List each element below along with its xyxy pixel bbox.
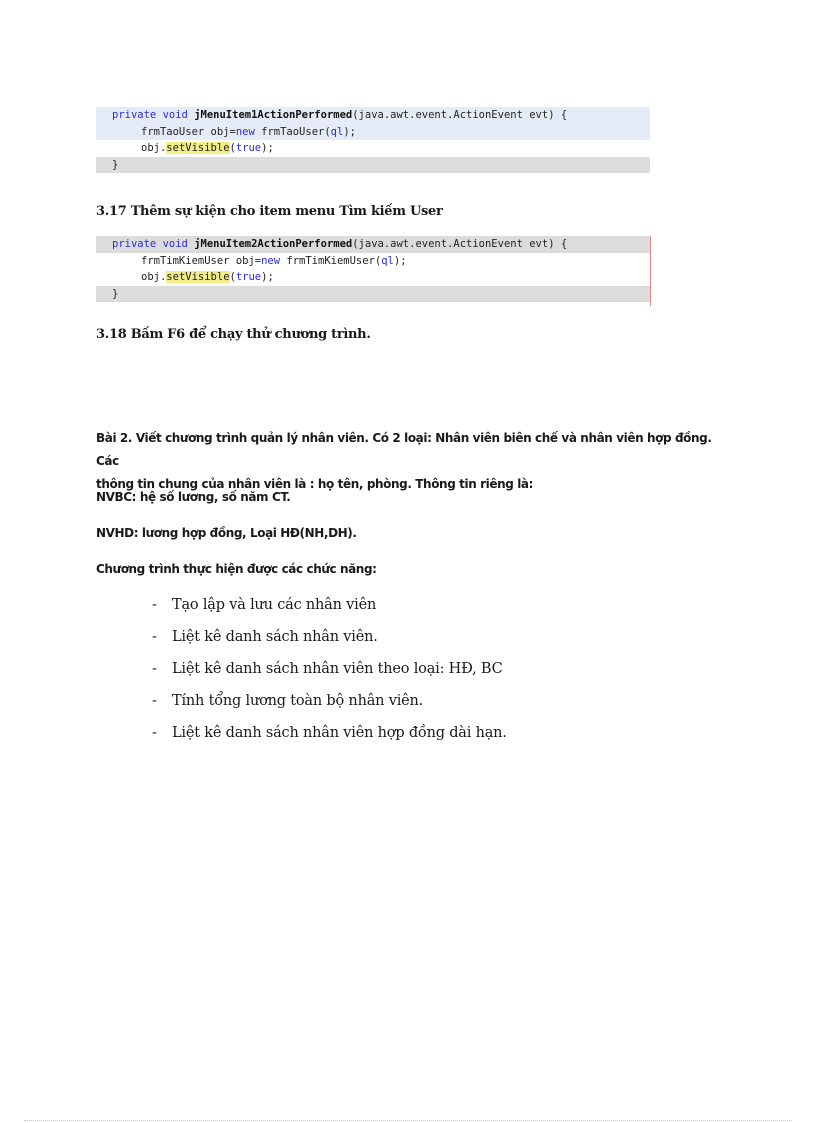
code-block-2 <box>96 236 651 306</box>
assignment-intro-line-2: thông tin chung của nhân viên là : họ tên, phòng. Thông tin riêng là: <box>96 477 534 491</box>
code-line: frmTaoUser obj=new frmTaoUser(ql); <box>96 124 650 141</box>
page-bottom-border <box>24 1120 792 1121</box>
nvbc-text: NVBC: hệ số lương, số năm CT. <box>96 490 291 504</box>
section-heading-3-18: 3.18 Bấm F6 để chạy thử chương trình. <box>96 327 371 342</box>
list-item: - Liệt kê danh sách nhân viên. <box>152 625 507 657</box>
code-line: } <box>96 286 650 303</box>
features-list <box>152 593 507 753</box>
section-heading-3-17: 3.17 Thêm sự kiện cho item menu Tìm kiếm User <box>96 204 443 219</box>
list-item: - Liệt kê danh sách nhân viên hợp đồng dài hạn. <box>152 721 507 753</box>
code-line: private void jMenuItem2ActionPerformed(java.awt.event.ActionEvent evt) { <box>96 236 650 253</box>
code-block-1 <box>96 107 650 173</box>
code-line: private void jMenuItem1ActionPerformed(java.awt.event.ActionEvent evt) { <box>96 107 650 124</box>
list-item: - Liệt kê danh sách nhân viên theo loại: HĐ, BC <box>152 657 507 689</box>
code-line: obj.setVisible(true); <box>96 269 650 286</box>
nvhd-text: NVHD: lương hợp đồng, Loại HĐ(NH,DH). <box>96 526 357 540</box>
code-line: obj.setVisible(true); <box>96 140 650 157</box>
features-title: Chương trình thực hiện được các chức năng: <box>96 562 377 576</box>
bullet-marker: - <box>152 629 157 645</box>
bullet-marker: - <box>152 725 157 741</box>
assignment-intro-line-1: Bài 2. Viết chương trình quản lý nhân viên. Có 2 loại: Nhân viên biên chế và nhân viên hợp đồng. Các <box>96 431 712 468</box>
bullet-marker: - <box>152 597 157 613</box>
list-item: - Tính tổng lương toàn bộ nhân viên. <box>152 689 507 721</box>
code-line: frmTimKiemUser obj=new frmTimKiemUser(ql); <box>96 253 650 270</box>
bullet-marker: - <box>152 661 157 677</box>
bullet-marker: - <box>152 693 157 709</box>
code-line: } <box>96 157 650 174</box>
list-item: - Tạo lập và lưu các nhân viên <box>152 593 507 625</box>
